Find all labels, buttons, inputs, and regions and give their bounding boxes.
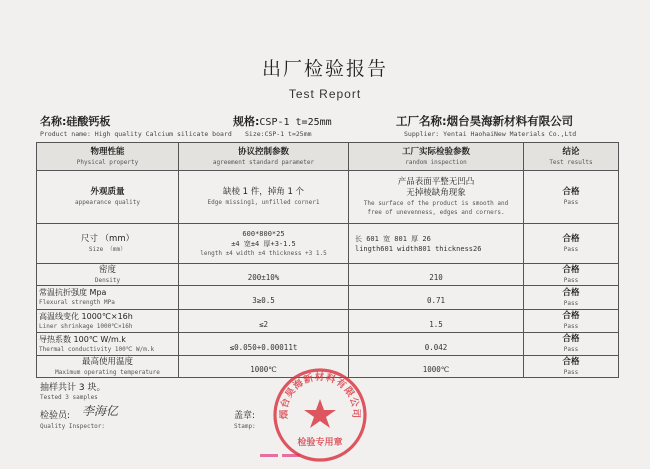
stamp-label: 盖章: <box>234 411 256 421</box>
result-cell: 合格 Pass <box>524 356 619 378</box>
result-cell: 合格 Pass <box>524 310 619 333</box>
column-header: 工厂实际检验参数 random inspection <box>349 143 524 171</box>
inspector-signature: 李海亿 <box>82 404 119 418</box>
table-row <box>37 310 619 333</box>
report-title: 出厂检验报告 <box>261 58 388 80</box>
result-cell: 合格 Pass <box>524 171 619 224</box>
supplier-name-en: Supplier: Yentai HaohaiNew Materials Co.,Ltd <box>404 130 577 138</box>
result-cell: 合格 Pass <box>524 286 619 310</box>
product-spec: 规格:CSP-1 t=25mm <box>233 115 332 128</box>
property-cell: 尺寸 （mm） Size （mm） <box>37 224 179 264</box>
standard-cell: ≤0.050+0.00011t <box>179 333 349 356</box>
column-header: 物理性能 Physical property <box>37 143 179 171</box>
inspection-cell: 长 601 宽 801 厚 26 lingth601 width801 thickness26 <box>349 224 524 264</box>
report-title-en: Test Report <box>288 87 362 101</box>
inspection-cell: 产品表面平整无凹凸 无掉棱缺角现象 The surface of the product is smooth and free of unevenness, edges and corners. <box>349 171 524 224</box>
standard-cell: 1000℃ <box>179 356 349 378</box>
standard-cell: ≤2 <box>179 310 349 333</box>
property-cell: 最高使用温度 Maximum operating temperature <box>37 356 179 378</box>
samples-note: 抽样共计 3 块。 <box>40 383 106 393</box>
table-row <box>37 286 619 310</box>
inspector-label: 检验员: <box>40 411 71 421</box>
column-header: 协议控制参数 agreement standard parameter <box>179 143 349 171</box>
inspector-label-en: Quality Inspector: <box>40 423 106 430</box>
inspection-seal-icon <box>270 365 370 465</box>
inspection-table <box>36 142 619 378</box>
samples-note-en: Tested 3 samples <box>40 394 98 401</box>
property-cell: 常温抗折强度 Mpa Flexural strength MPa <box>37 286 179 310</box>
result-cell: 合格 Pass <box>524 333 619 356</box>
inspection-cell: 1000℃ <box>349 356 524 378</box>
table-row <box>37 171 619 224</box>
seal-company-text: 烟台昊海新材料有限公司 <box>278 371 362 420</box>
inspection-cell: 0.042 <box>349 333 524 356</box>
inspection-cell: 210 <box>349 264 524 286</box>
property-cell: 高温线变化 1000℃×16h Liner shrinkage 1000℃×16h <box>37 310 179 333</box>
property-cell: 密度 Density <box>37 264 179 286</box>
supplier-name: 工厂名称:烟台昊海新材料有限公司 <box>396 114 574 128</box>
result-cell: 合格 Pass <box>524 224 619 264</box>
inspection-cell: 1.5 <box>349 310 524 333</box>
standard-cell: 200±10% <box>179 264 349 286</box>
inspection-cell: 0.71 <box>349 286 524 310</box>
table-row <box>37 333 619 356</box>
standard-cell: 600*800*25 ±4 宽±4 厚+3-1.5 length ±4 width ±4 thickness +3 1.5 <box>179 224 349 264</box>
table-row <box>37 224 619 264</box>
column-header: 结论 Test results <box>524 143 619 171</box>
result-cell: 合格 Pass <box>524 264 619 286</box>
table-header-row <box>37 143 619 171</box>
product-spec-en: Size:CSP-1 t=25mm <box>245 130 312 138</box>
stamp-label-en: Stamp: <box>234 423 256 430</box>
standard-cell: 缺棱 1 件，掉角 1 个 Edge missing1, unfilled corner1 <box>179 171 349 224</box>
standard-cell: 3≥0.5 <box>179 286 349 310</box>
property-cell: 导热系数 100℃ W/m.k Thermal conductivity 100℃ W/m.k <box>37 333 179 356</box>
table-row <box>37 264 619 286</box>
seal-purpose-text: 检验专用章 <box>297 438 343 448</box>
property-cell: 外观质量 appearance quality <box>37 171 179 224</box>
product-name-en: Product name: High quality Calcium silicate board <box>40 130 232 138</box>
product-name: 名称:硅酸钙板 <box>40 115 111 128</box>
